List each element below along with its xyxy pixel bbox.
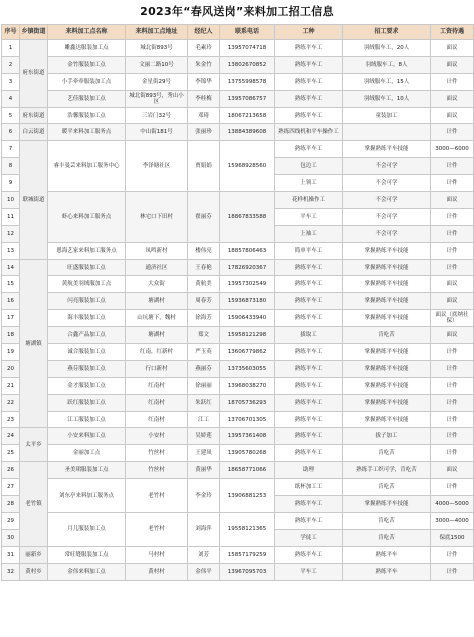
cell-job: 上领工 xyxy=(275,175,343,192)
cell-no: 21 xyxy=(2,377,20,394)
cell-addr: 林宅口下田村 xyxy=(126,192,188,243)
cell-addr: 金星街29号 xyxy=(126,73,188,90)
cell-agent: 李金玲 xyxy=(188,479,220,513)
table-row xyxy=(2,428,474,445)
cell-pay: 计件 xyxy=(431,394,474,411)
header-cell: 乡镇街道 xyxy=(20,25,48,40)
cell-name: 刘东亭来料加工服务点 xyxy=(48,479,126,513)
cell-req: 掌握熟练平车技能 xyxy=(343,293,431,310)
cell-addr: 文丽二路10号 xyxy=(126,56,188,73)
table-row xyxy=(2,56,474,73)
cell-req: 羽绒服车工，20人 xyxy=(343,40,431,57)
cell-agent: 刘芳 xyxy=(188,546,220,563)
cell-name: 小手牵牵服装加工点 xyxy=(48,73,126,90)
cell-no: 18 xyxy=(2,327,20,344)
table-row xyxy=(2,90,474,107)
cell-no: 3 xyxy=(2,73,20,90)
cell-phone: 13884389608 xyxy=(220,124,275,141)
cell-job: 熟练平车工 xyxy=(275,428,343,445)
table-row xyxy=(2,462,474,479)
cell-town: 府东街道 xyxy=(20,40,48,108)
table-row xyxy=(2,344,474,361)
cell-no: 12 xyxy=(2,225,20,242)
cell-name: 金伟来料加工点 xyxy=(48,563,126,580)
cell-name: 睿丰曼芸来料加工服务中心 xyxy=(48,141,126,192)
cell-no: 23 xyxy=(2,411,20,428)
header-cell: 来料加工点名称 xyxy=(48,25,126,40)
cell-job: 上袖工 xyxy=(275,225,343,242)
cell-pay: 面议 xyxy=(431,192,474,209)
cell-addr: 小安村 xyxy=(126,428,188,445)
table-row xyxy=(2,546,474,563)
cell-no: 7 xyxy=(2,141,20,158)
cell-name: 虾心来料加工服务点 xyxy=(48,192,126,243)
header-cell: 联系电话 xyxy=(220,25,275,40)
cell-req: 掌握熟练平车技能 xyxy=(343,411,431,428)
cell-pay: 面议 xyxy=(431,56,474,73)
cell-name: 小安来料加工点 xyxy=(48,428,126,445)
cell-job: 熟练平车工 xyxy=(275,293,343,310)
cell-req: 羽绒服车工，15人 xyxy=(343,73,431,90)
cell-addr: 竹丝村 xyxy=(126,462,188,479)
cell-name: 海丰服装加工点 xyxy=(48,310,126,327)
cell-no: 30 xyxy=(2,529,20,546)
table-body xyxy=(2,40,474,581)
cell-phone: 13802670852 xyxy=(220,56,275,73)
cell-name: 跃红服装加工点 xyxy=(48,394,126,411)
cell-pay: 计件 xyxy=(431,428,474,445)
cell-pay: 计件 xyxy=(431,546,474,563)
cell-phone: 19558121365 xyxy=(220,512,275,546)
cell-addr: 红南村 xyxy=(126,394,188,411)
cell-name: 浩馨服装加工点 xyxy=(48,107,126,124)
cell-job: 简单平车工 xyxy=(275,242,343,259)
cell-addr: 塘湖村 xyxy=(126,327,188,344)
cell-name: 暖平来料加工服务点 xyxy=(48,124,126,141)
cell-addr: 红南村 xyxy=(126,411,188,428)
cell-agent: 朱跃红 xyxy=(188,394,220,411)
cell-no: 2 xyxy=(2,56,20,73)
cell-pay: 计件 xyxy=(431,225,474,242)
cell-town: 塘湖镇 xyxy=(20,259,48,428)
cell-town: 丽新乡 xyxy=(20,546,48,563)
cell-name: 金丽加工点 xyxy=(48,445,126,462)
cell-no: 16 xyxy=(2,293,20,310)
cell-name: 诚合服装加工点 xyxy=(48,344,126,361)
cell-req: 掌握熟练平车技能 xyxy=(343,360,431,377)
cell-agent: 燕丽芬 xyxy=(188,360,220,377)
cell-agent: 张丽珍 xyxy=(188,124,220,141)
cell-no: 1 xyxy=(2,40,20,57)
cell-job: 熟练平车工 xyxy=(275,56,343,73)
cell-addr: 山坑塘下，魏村 xyxy=(126,310,188,327)
cell-req: 不会可学 xyxy=(343,192,431,209)
table-row xyxy=(2,512,474,529)
cell-pay: 保底1500 xyxy=(431,529,474,546)
cell-name: 常旺缝服装加工点 xyxy=(48,546,126,563)
cell-pay: 计件 xyxy=(431,175,474,192)
cell-phone: 13606779862 xyxy=(220,344,275,361)
cell-req: 肯吃苦 xyxy=(343,479,431,496)
cell-no: 25 xyxy=(2,445,20,462)
cell-pay: 计件 xyxy=(431,411,474,428)
cell-job: 熟练平车工 xyxy=(275,107,343,124)
cell-job: 平车工 xyxy=(275,563,343,580)
cell-req: 肯吃苦 xyxy=(343,327,431,344)
cell-pay: 计件 xyxy=(431,124,474,141)
cell-agent: 李桂梅 xyxy=(188,90,220,107)
cell-agent: 徐海芳 xyxy=(188,310,220,327)
cell-addr: 黄村村 xyxy=(126,563,188,580)
cell-pay: 面议 xyxy=(431,462,474,479)
cell-pay: 计件 xyxy=(431,73,474,90)
cell-name: 合鑫产品加工点 xyxy=(48,327,126,344)
header-row xyxy=(2,25,474,40)
cell-job: 拔取工 xyxy=(275,327,343,344)
cell-addr: 行口新村 xyxy=(126,360,188,377)
cell-town: 老竹镇 xyxy=(20,462,48,546)
cell-addr: 三岩门32号 xyxy=(126,107,188,124)
cell-agent: 周春芳 xyxy=(188,293,220,310)
cell-job: 纸杯加工工 xyxy=(275,479,343,496)
cell-no: 24 xyxy=(2,428,20,445)
cell-agent: 邓琦 xyxy=(188,107,220,124)
cell-agent: 贾娟娟 xyxy=(188,141,220,192)
cell-pay: 面议 xyxy=(431,107,474,124)
cell-agent: 黄航美 xyxy=(188,276,220,293)
cell-req: 掌握熟练平车技能 xyxy=(343,242,431,259)
cell-pay: 面议 xyxy=(431,276,474,293)
cell-no: 5 xyxy=(2,107,20,124)
header-cell: 招工要求 xyxy=(343,25,431,40)
cell-phone: 13957302549 xyxy=(220,276,275,293)
cell-phone: 13735603055 xyxy=(220,360,275,377)
cell-job: 熟练平车工 xyxy=(275,512,343,529)
cell-req: 肯吃苦 xyxy=(343,445,431,462)
cell-req xyxy=(343,124,431,141)
cell-no: 6 xyxy=(2,124,20,141)
cell-req: 不会可学 xyxy=(343,175,431,192)
cell-agent: 毛素玲 xyxy=(188,40,220,57)
table-row xyxy=(2,377,474,394)
cell-pay: 面议 xyxy=(431,40,474,57)
cell-no: 11 xyxy=(2,208,20,225)
cell-name: 江工服装加工点 xyxy=(48,411,126,428)
cell-pay: 计件 xyxy=(431,259,474,276)
cell-req: 掌握熟练平车技能 xyxy=(343,141,431,158)
table-row xyxy=(2,293,474,310)
cell-phone: 13957361408 xyxy=(220,428,275,445)
cell-name: 圣美珺服装加工点 xyxy=(48,462,126,479)
cell-no: 8 xyxy=(2,158,20,175)
cell-pay: 计件 xyxy=(431,563,474,580)
table-row xyxy=(2,259,474,276)
cell-no: 29 xyxy=(2,512,20,529)
table-row xyxy=(2,124,474,141)
cell-req: 熟练手工织可学，肯吃苦 xyxy=(343,462,431,479)
cell-addr: 竹丝村 xyxy=(126,445,188,462)
table-row xyxy=(2,394,474,411)
cell-job: 助理 xyxy=(275,462,343,479)
cell-addr: 塘湖村 xyxy=(126,293,188,310)
cell-name: 雕鑫达服装加工点 xyxy=(48,40,126,57)
cell-pay: 3000—4000 xyxy=(431,512,474,529)
cell-addr: 老竹村 xyxy=(126,512,188,546)
cell-job: 包边工 xyxy=(275,158,343,175)
cell-agent: 王建凤 xyxy=(188,445,220,462)
cell-agent: 李锦华 xyxy=(188,73,220,90)
cell-job: 熟练平车工 xyxy=(275,141,343,158)
cell-req: 羽绒服车工，10人 xyxy=(343,90,431,107)
cell-no: 10 xyxy=(2,192,20,209)
table-row xyxy=(2,40,474,57)
cell-phone: 18867833588 xyxy=(220,192,275,243)
cell-req: 熟练平车 xyxy=(343,546,431,563)
cell-addr: 大众街 xyxy=(126,276,188,293)
cell-addr: 红南村 xyxy=(126,377,188,394)
cell-req: 童装加工 xyxy=(343,107,431,124)
table-row xyxy=(2,73,474,90)
cell-phone: 18658771066 xyxy=(220,462,275,479)
cell-phone: 18857806463 xyxy=(220,242,275,259)
table-row xyxy=(2,411,474,428)
cell-pay: 计件 xyxy=(431,360,474,377)
header-cell: 序号 xyxy=(2,25,20,40)
cell-pay: 面议 xyxy=(431,327,474,344)
cell-req: 掌握熟练平车技能 xyxy=(343,276,431,293)
table-row xyxy=(2,445,474,462)
cell-no: 31 xyxy=(2,546,20,563)
cell-addr: 李泽塘社区 xyxy=(126,141,188,192)
cell-agent: 金伟平 xyxy=(188,563,220,580)
cell-agent: 翟丽芬 xyxy=(188,192,220,243)
cell-agent: 王春艳 xyxy=(188,259,220,276)
cell-agent: 徐丽丽 xyxy=(188,377,220,394)
cell-name: 月儿服装加工点 xyxy=(48,512,126,546)
cell-no: 13 xyxy=(2,242,20,259)
cell-job: 平车工 xyxy=(275,208,343,225)
cell-town: 联城街道 xyxy=(20,141,48,259)
cell-agent: 楼伟亮 xyxy=(188,242,220,259)
cell-phone: 17826920367 xyxy=(220,259,275,276)
cell-req: 不会可学 xyxy=(343,225,431,242)
cell-req: 掌握熟练平车技能 xyxy=(343,496,431,513)
table-row xyxy=(2,479,474,496)
cell-phone: 13957086757 xyxy=(220,90,275,107)
cell-addr: 城北街893号，秀山小区 xyxy=(126,90,188,107)
cell-job: 熟练平车工 xyxy=(275,310,343,327)
cell-phone: 13905780268 xyxy=(220,445,275,462)
cell-pay: 4000—5000 xyxy=(431,496,474,513)
cell-town: 太平乡 xyxy=(20,428,48,462)
cell-job: 熟练平车工 xyxy=(275,394,343,411)
cell-req: 羽绒服车工，8人 xyxy=(343,56,431,73)
cell-pay: 计件 xyxy=(431,479,474,496)
cell-addr: 凤鸣新村 xyxy=(126,242,188,259)
table-row xyxy=(2,141,474,158)
cell-addr: 红南，红新村 xyxy=(126,344,188,361)
cell-phone: 13967095703 xyxy=(220,563,275,580)
cell-phone: 15857179259 xyxy=(220,546,275,563)
table-row xyxy=(2,327,474,344)
cell-name: 金竹服装加工点 xyxy=(48,56,126,73)
cell-pay: 计件 xyxy=(431,208,474,225)
cell-job: 花样机操作工 xyxy=(275,192,343,209)
cell-town: 黄村乡 xyxy=(20,563,48,580)
cell-pay: 面议 xyxy=(431,293,474,310)
cell-no: 15 xyxy=(2,276,20,293)
cell-phone: 18067213658 xyxy=(220,107,275,124)
cell-job: 熟练平车工 xyxy=(275,360,343,377)
cell-phone: 13706701305 xyxy=(220,411,275,428)
cell-job: 学徒工 xyxy=(275,529,343,546)
cell-name: 艺佳服装加工点 xyxy=(48,90,126,107)
cell-no: 28 xyxy=(2,496,20,513)
cell-phone: 13968038270 xyxy=(220,377,275,394)
cell-req: 熟练平车 xyxy=(343,563,431,580)
cell-pay: 3000—6000 xyxy=(431,141,474,158)
cell-req: 肯吃苦 xyxy=(343,512,431,529)
cell-job: 熟练平车工 xyxy=(275,73,343,90)
cell-no: 27 xyxy=(2,479,20,496)
cell-no: 22 xyxy=(2,394,20,411)
header-cell: 经纪人 xyxy=(188,25,220,40)
cell-no: 32 xyxy=(2,563,20,580)
cell-job: 熟练平车工 xyxy=(275,40,343,57)
cell-req: 掌握熟练平车技能 xyxy=(343,259,431,276)
cell-req: 不会可学 xyxy=(343,208,431,225)
cell-name: 燕芬服装加工点 xyxy=(48,360,126,377)
cell-req: 不会可学 xyxy=(343,158,431,175)
cell-job: 熟练平车工 xyxy=(275,90,343,107)
page-title: 2023年“春风送岗”来料加工招工信息 xyxy=(140,5,334,18)
cell-no: 9 xyxy=(2,175,20,192)
table-row xyxy=(2,310,474,327)
cell-town: 白云街道 xyxy=(20,124,48,141)
table-row xyxy=(2,107,474,124)
cell-addr: 中山街181号 xyxy=(126,124,188,141)
cell-no: 19 xyxy=(2,344,20,361)
cell-pay: 计件 xyxy=(431,242,474,259)
cell-phone: 13755998578 xyxy=(220,73,275,90)
cell-job: 熟练平车工 xyxy=(275,445,343,462)
cell-pay: 计件 xyxy=(431,377,474,394)
cell-agent: 吴娇莲 xyxy=(188,428,220,445)
cell-pay: 计件 xyxy=(431,445,474,462)
cell-addr: 老竹村 xyxy=(126,479,188,513)
cell-no: 26 xyxy=(2,462,20,479)
cell-agent: 黄丽华 xyxy=(188,462,220,479)
table-row xyxy=(2,360,474,377)
cell-job: 熟练四线机和平车操作工 xyxy=(275,124,343,141)
cell-job: 熟练平车工 xyxy=(275,411,343,428)
cell-phone: 15906433940 xyxy=(220,310,275,327)
cell-phone: 13957074718 xyxy=(220,40,275,57)
cell-phone: 15968928560 xyxy=(220,141,275,192)
cell-agent: 江工 xyxy=(188,411,220,428)
cell-phone: 18705736293 xyxy=(220,394,275,411)
cell-addr: 通济社区 xyxy=(126,259,188,276)
table-row xyxy=(2,276,474,293)
cell-req: 肯吃苦 xyxy=(343,529,431,546)
cell-job: 熟练平车工 xyxy=(275,377,343,394)
cell-no: 14 xyxy=(2,259,20,276)
cell-req: 掌握熟练平车技能 xyxy=(343,310,431,327)
cell-agent: 刘海萍 xyxy=(188,512,220,546)
table-row xyxy=(2,242,474,259)
cell-pay: 面议 xyxy=(431,90,474,107)
cell-phone: 15958121298 xyxy=(220,327,275,344)
cell-name: 黄航美羽绒服加工点 xyxy=(48,276,126,293)
cell-agent: 严玉英 xyxy=(188,344,220,361)
cell-job: 熟练平车工 xyxy=(275,344,343,361)
cell-pay: 面议（底纳社保） xyxy=(431,310,474,327)
cell-agent: 朱金竹 xyxy=(188,56,220,73)
cell-agent: 郑文 xyxy=(188,327,220,344)
cell-job: 熟练平车工 xyxy=(275,276,343,293)
cell-job: 熟练平车工 xyxy=(275,546,343,563)
cell-addr: 城北街893号 xyxy=(126,40,188,57)
cell-req: 掌握熟练平车技能 xyxy=(343,377,431,394)
cell-name: 金才服装加工点 xyxy=(48,377,126,394)
cell-no: 17 xyxy=(2,310,20,327)
cell-req: 掌握熟练平车技能 xyxy=(343,344,431,361)
cell-phone: 15936873180 xyxy=(220,293,275,310)
cell-no: 20 xyxy=(2,360,20,377)
cell-addr: 马村村 xyxy=(126,546,188,563)
cell-pay: 计件 xyxy=(431,158,474,175)
cell-pay: 计件 xyxy=(431,344,474,361)
table-row xyxy=(2,563,474,580)
header-cell: 工种 xyxy=(275,25,343,40)
cell-town: 府东街道 xyxy=(20,107,48,124)
recruitment-table xyxy=(1,24,474,581)
cell-name: 恩海艺家来料加工服务点 xyxy=(48,242,126,259)
cell-req: 拔子加工 xyxy=(343,428,431,445)
cell-name: 旺盛服装加工点 xyxy=(48,259,126,276)
cell-phone: 13906881253 xyxy=(220,479,275,513)
cell-name: 闪亮服装加工点 xyxy=(48,293,126,310)
header-cell: 来料加工点地址 xyxy=(126,25,188,40)
cell-job: 熟练平车工 xyxy=(275,496,343,513)
header-cell: 工资待遇 xyxy=(431,25,474,40)
cell-req: 掌握熟练平车技能 xyxy=(343,394,431,411)
cell-no: 4 xyxy=(2,90,20,107)
table-row xyxy=(2,192,474,209)
cell-job: 熟练平车工 xyxy=(275,259,343,276)
